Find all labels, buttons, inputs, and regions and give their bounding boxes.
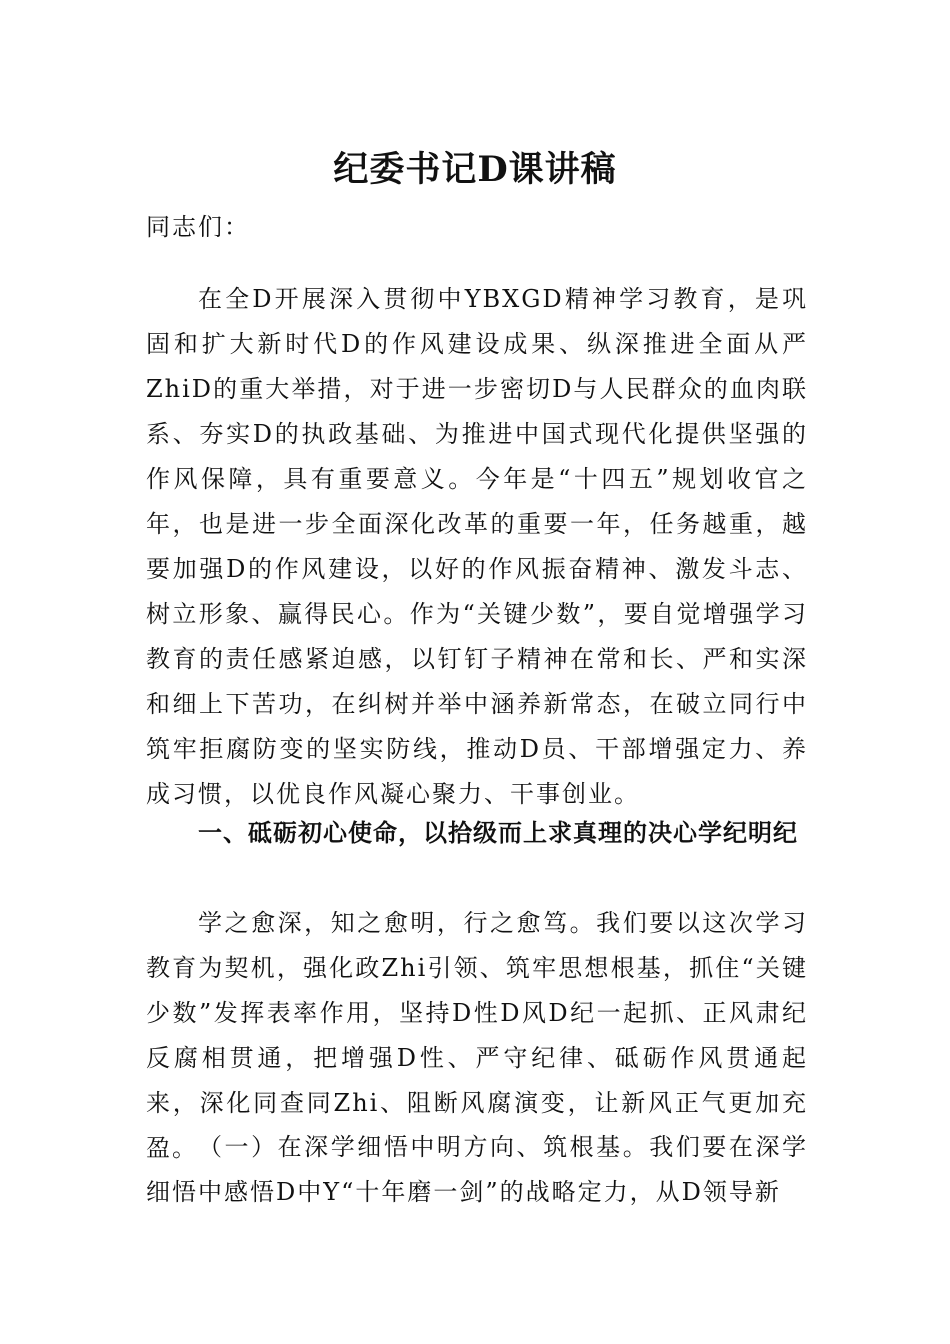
document-title: 纪委书记D课讲稿: [333, 149, 617, 190]
paragraph-section-1: 学之愈深，知之愈明，行之愈笃。我们要以这次学习教育为契机，强化政Zhi引领、筑牢思想根基，抓住“关键少数”发挥表率作用，坚持D性D风D纪一起抓、正风肃纪反腐相贯通，把增强D性、严守纪律、砥砺作风贯通起来，深化同查同Zhi、阻断风腐演变，让新风正气更加充盈。: [146, 909, 808, 1162]
section-heading-1: 一、砥砺初心使命，以拾级而上求真理的决心学纪明纪: [198, 819, 798, 847]
salutation: 同志们：: [146, 213, 250, 241]
paragraph-intro: 在全D开展深入贯彻中YBXGD精神学习教育，是巩固和扩大新时代D的作风建设成果、纵深推进全面从严ZhiD的重大举措，对于进一步密切D与人民群众的血肉联系、夯实D的执政基础、为推进中国式现代化提供坚强的作风保障，具有重要意义。今年是“十四五”规划收官之年，也是进一步全面深化改革的重要一年，任务越重，越要加强D的作风建设，以好的作风振奋精神、激发斗志、树立形象、赢得民心。作为“关键少数”，要自觉增强学习教育的责任感紧迫感，以钉钉子精神在常和长、严和实深和细上下苦功，在纠树并举中涵养新常态，在破立同行中筑牢拒腐防变的坚实防线，推动D员、干部增强定力、养成习惯，以优良作风凝心聚力、干事创业。: [146, 285, 808, 808]
paragraph-subsection-1-text: 我们要在深学细悟中感悟D中Y“十年磨一剑”的战略定力，从D领导新: [146, 1133, 809, 1206]
sub-heading-1: （一）在深学细悟中明方向、筑根基。: [198, 1133, 650, 1161]
paragraph-subsection-1: [146, 1125, 808, 1215]
